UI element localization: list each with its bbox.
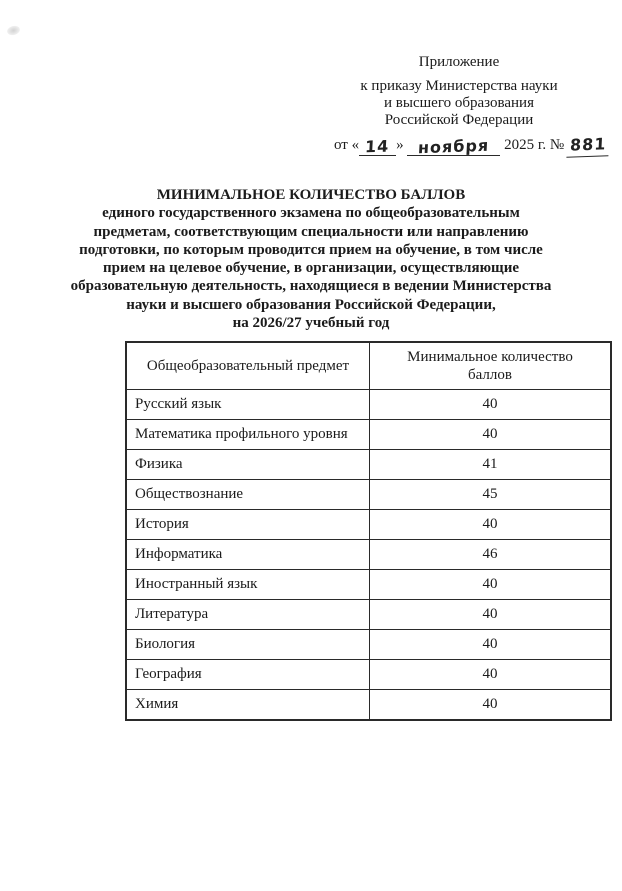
table-row <box>126 600 611 630</box>
title-line: науки и высшего образования Российской Федерации, <box>126 296 496 313</box>
order-ref-line: и высшего образования <box>384 95 534 111</box>
table-body <box>126 390 611 721</box>
year-number-label: 2025 г. № <box>504 137 565 153</box>
table-row <box>126 540 611 570</box>
table-row <box>126 690 611 721</box>
score-cell: 46 <box>370 540 612 570</box>
month-blank <box>407 135 500 156</box>
table-row <box>126 510 611 540</box>
quote-close-mark: » <box>396 137 404 153</box>
table-header-score: Минимальное количество баллов <box>370 342 612 390</box>
appendix-block <box>328 54 590 129</box>
date-line <box>334 133 610 156</box>
table-header-subject: Общеобразовательный предмет <box>126 342 370 390</box>
table-row <box>126 420 611 450</box>
score-cell: 45 <box>370 480 612 510</box>
day-blank <box>359 135 396 156</box>
score-cell: 40 <box>370 420 612 450</box>
score-cell: 41 <box>370 450 612 480</box>
month-handwritten: ноября <box>417 135 490 158</box>
subject-cell: Математика профильного уровня <box>126 420 370 450</box>
title-line: единого государственного экзамена по общеобразовательным <box>102 205 520 222</box>
score-cell: 40 <box>370 660 612 690</box>
subject-cell: Физика <box>126 450 370 480</box>
document-title <box>0 186 622 332</box>
table-row <box>126 660 611 690</box>
title-line: предметам, соответствующим специальности или направлению <box>93 223 529 240</box>
table-row <box>126 630 611 660</box>
table-row <box>126 480 611 510</box>
title-line: на 2026/27 учебный год <box>232 315 390 332</box>
order-ref-line: Российской Федерации <box>384 112 534 128</box>
table-header-row <box>126 342 611 390</box>
score-cell: 40 <box>370 390 612 420</box>
appendix-label: Приложение <box>418 54 500 70</box>
table-row <box>126 390 611 420</box>
order-number-handwritten: 881 <box>567 133 611 158</box>
title-line: прием на целевое обучение, в организации, осуществляющие <box>102 260 519 277</box>
subject-cell: Литература <box>126 600 370 630</box>
score-cell: 40 <box>370 630 612 660</box>
scan-smudge <box>6 24 21 36</box>
scores-table <box>125 341 612 721</box>
subject-cell: Иностранный язык <box>126 570 370 600</box>
subject-cell: Химия <box>126 690 370 721</box>
score-cell: 40 <box>370 690 612 721</box>
score-cell: 40 <box>370 600 612 630</box>
score-cell: 40 <box>370 570 612 600</box>
day-handwritten: 14 <box>365 136 391 157</box>
table-row <box>126 570 611 600</box>
order-ref-line: к приказу Министерства науки <box>360 78 558 94</box>
subject-cell: Обществознание <box>126 480 370 510</box>
title-line: МИНИМАЛЬНОЕ КОЛИЧЕСТВО БАЛЛОВ <box>156 187 466 203</box>
subject-cell: История <box>126 510 370 540</box>
subject-cell: Информатика <box>126 540 370 570</box>
subject-cell: География <box>126 660 370 690</box>
title-line: образовательную деятельность, находящиеся в ведении Министерства <box>70 278 552 295</box>
date-prefix: от « <box>334 137 360 153</box>
table-row <box>126 450 611 480</box>
score-cell: 40 <box>370 510 612 540</box>
table-header <box>126 342 611 390</box>
subject-cell: Биология <box>126 630 370 660</box>
subject-cell: Русский язык <box>126 390 370 420</box>
title-line: подготовки, по которым проводится прием на обучение, в том числе <box>79 241 543 258</box>
